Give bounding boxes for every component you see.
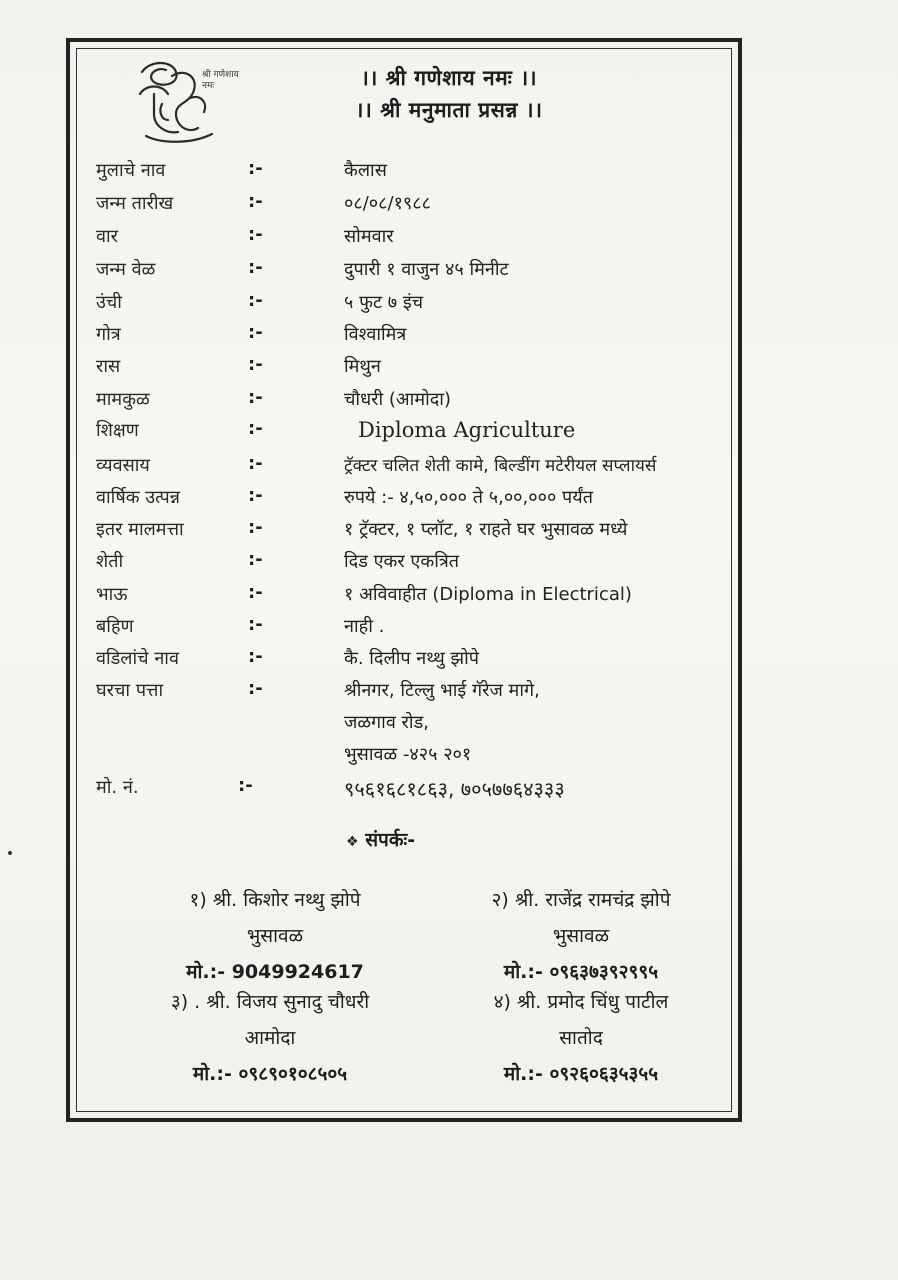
row-separator: :- <box>248 582 263 603</box>
row-value: कै. दिलीप नथ्थु झोपे <box>344 648 479 669</box>
contact-name: ३) . श्री. विजय सुनादु चौधरी <box>170 991 370 1013</box>
contact-name: २) श्री. राजेंद्र रामचंद्र झोपे <box>491 889 671 911</box>
row-value: ट्रॅक्टर चलित शेती कामे, बिल्डींग मटेरीयल सप्लायर्स <box>344 456 657 476</box>
row-separator: :- <box>248 322 263 343</box>
row-value: विश्वामित्र <box>344 324 407 345</box>
contacts-heading <box>346 826 415 852</box>
invocation-line-2: ।। श्री मनुमाता प्रसन्न ।। <box>355 98 543 122</box>
contact-card-3 <box>130 988 410 1086</box>
contact-name: ४) श्री. प्रमोद चिंधु पाटील <box>493 991 669 1013</box>
row-label: शिक्षण <box>96 420 139 441</box>
row-separator: :- <box>248 354 263 375</box>
contact-place: भुसावळ <box>246 925 304 947</box>
contact-card-1 <box>140 886 410 984</box>
row-separator: :- <box>238 775 253 796</box>
contact-mobile: मो.:- 9049924617 <box>186 961 364 983</box>
contact-place: भुसावळ <box>552 925 610 947</box>
row-value: दुपारी १ वाजुन ४५ मिनीट <box>344 259 509 280</box>
row-value: श्रीनगर, टिल्लु भाई गॅरेज मागे, <box>344 680 540 701</box>
invocation-line-1: ।। श्री गणेशाय नमः ।। <box>360 66 538 90</box>
row-separator: :- <box>248 418 263 439</box>
row-value: ९५६१६८१८६३, ७०५७७६४३३३ <box>344 777 565 801</box>
row-label: मो. नं. <box>96 777 139 798</box>
row-separator: :- <box>248 158 263 179</box>
ink-speck <box>8 851 12 855</box>
diamond-bullet-icon: ❖ <box>346 834 359 850</box>
row-value: सोमवार <box>344 226 394 247</box>
contact-place: आमोदा <box>244 1027 296 1049</box>
row-value: १ अविवाहीत (Diploma in Electrical) <box>344 584 632 605</box>
row-value: मिथुन <box>344 356 381 377</box>
row-label: वार <box>96 226 119 247</box>
contact-name: १) श्री. किशोर नथ्थु झोपे <box>189 889 361 911</box>
row-value: चौधरी (आमोदा) <box>344 389 451 410</box>
address-line-2: जळगाव रोड, <box>344 712 429 733</box>
row-label: भाऊ <box>96 584 128 605</box>
row-value: ०८/०८/१९८८ <box>344 193 432 214</box>
contact-mobile: मो.:- ०९८९०१०८५०५ <box>192 1063 348 1085</box>
row-separator: :- <box>248 191 263 212</box>
row-label: बहिण <box>96 616 134 637</box>
row-label: वार्षिक उत्पन्न <box>96 487 180 508</box>
row-label: मामकुळ <box>96 389 150 410</box>
row-separator: :- <box>248 224 263 245</box>
row-separator: :- <box>248 485 263 506</box>
row-separator: :- <box>248 614 263 635</box>
row-separator: :- <box>248 646 263 667</box>
row-separator: :- <box>248 549 263 570</box>
row-label: उंची <box>96 292 122 313</box>
row-value: १ ट्रॅक्टर, १ प्लॉट, १ राहते घर भुसावळ मध्ये <box>344 519 628 540</box>
contacts-title-text: संपर्कः- <box>365 829 416 851</box>
row-label: व्यवसाय <box>96 455 150 476</box>
address-line-3: भुसावळ -४२५ २०१ <box>344 744 472 765</box>
contact-card-2 <box>436 886 726 984</box>
row-value: Diploma Agriculture <box>358 418 576 442</box>
contact-mobile: मो.:- ०९६३७३९२९९५ <box>503 961 659 983</box>
row-value: ५ फुट ७ इंच <box>344 292 424 313</box>
row-separator: :- <box>248 290 263 311</box>
row-value: कैलास <box>344 160 387 181</box>
row-label: गोत्र <box>96 324 121 345</box>
row-separator: :- <box>248 257 263 278</box>
contact-card-4 <box>436 988 726 1086</box>
contact-place: सातोद <box>559 1027 603 1049</box>
row-value: दिड एकर एकत्रित <box>344 551 460 572</box>
row-separator: :- <box>248 387 263 408</box>
row-value: नाही . <box>344 616 385 637</box>
row-label: शेती <box>96 551 124 572</box>
row-label: वडिलांचे नाव <box>96 648 179 669</box>
row-label: जन्म वेळ <box>96 259 156 280</box>
row-label: रास <box>96 356 121 377</box>
row-label: इतर मालमत्ता <box>96 519 184 540</box>
row-separator: :- <box>248 517 263 538</box>
logo-caption: श्री गणेशाय नमः <box>202 70 239 91</box>
row-label: जन्म तारीख <box>96 193 174 214</box>
row-label: घरचा पत्ता <box>96 680 164 701</box>
row-label: मुलाचे नाव <box>96 160 166 181</box>
row-value: रुपये :- ४,५०,००० ते ५,००,००० पर्यंत <box>344 487 593 508</box>
row-separator: :- <box>248 453 263 474</box>
contact-mobile: मो.:- ०९२६०६३५३५५ <box>503 1063 659 1085</box>
row-separator: :- <box>248 678 263 699</box>
